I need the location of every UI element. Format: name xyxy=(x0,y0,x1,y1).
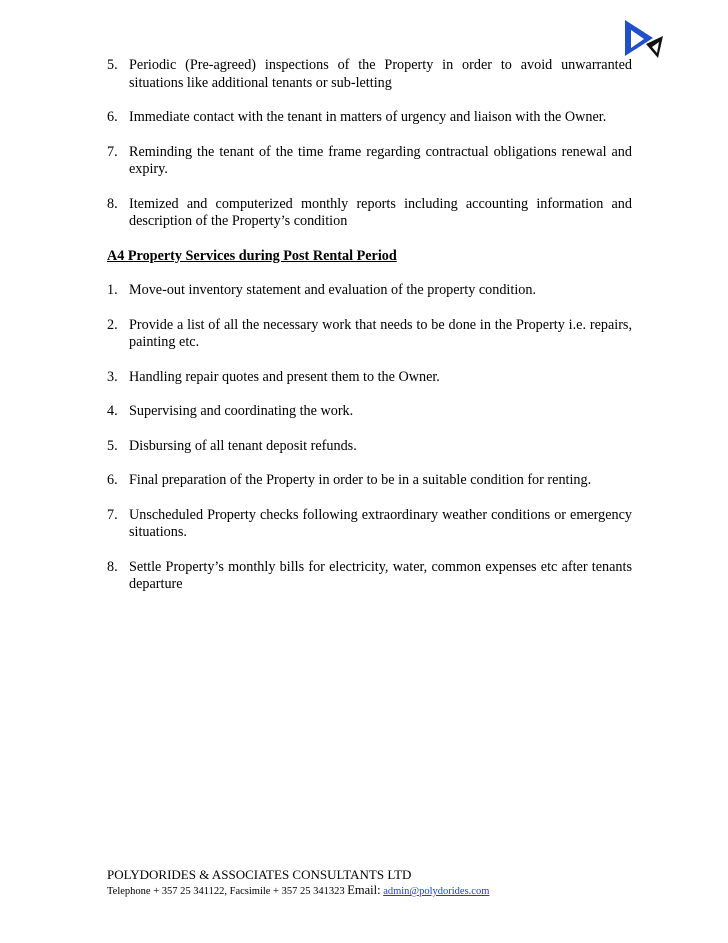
list-item xyxy=(107,559,632,594)
list-number: 8. xyxy=(107,558,118,575)
list-item xyxy=(107,438,632,456)
footer-email-label: Email: xyxy=(347,883,381,897)
list-item xyxy=(107,57,632,92)
company-logo xyxy=(622,18,666,60)
list-text: Provide a list of all the necessary work that needs to be done in the Property i.e. repairs, painting etc. xyxy=(129,316,632,350)
list-number: 3. xyxy=(107,368,118,385)
list-number: 6. xyxy=(107,472,118,488)
section-heading-a4: A4 Property Services during Post Rental Period xyxy=(107,247,397,264)
list-item xyxy=(107,317,632,352)
list-number: 5. xyxy=(107,57,118,73)
list-text: Periodic (Pre-agreed) inspections of the Property in order to avoid unwarranted situations like additional tenants or sub-letting xyxy=(129,57,632,91)
list-number: 1. xyxy=(107,282,118,298)
list-text: Itemized and computerized monthly reports including accounting information and description of the Property’s condition xyxy=(129,195,632,229)
footer-email-link[interactable]: admin@polydorides.com xyxy=(383,886,490,897)
list-item xyxy=(107,196,632,231)
list-item xyxy=(107,144,632,179)
list-item xyxy=(107,472,632,490)
list-number: 5. xyxy=(107,437,118,454)
list-number: 6. xyxy=(107,109,118,125)
footer-phone-fax: Telephone + 357 25 341122, Facsimile + 357 25 341323 xyxy=(107,886,345,897)
list-text: Immediate contact with the tenant in matters of urgency and liaison with the Owner. xyxy=(129,109,607,125)
list-number: 8. xyxy=(107,195,118,212)
list-item xyxy=(107,403,632,421)
list-number: 7. xyxy=(107,506,118,523)
list-text: Settle Property’s monthly bills for electricity, water, common expenses etc after tenants departure xyxy=(129,558,632,592)
list-text: Move-out inventory statement and evaluation of the property condition. xyxy=(129,282,536,298)
list-number: 7. xyxy=(107,143,118,160)
list-text: Disbursing of all tenant deposit refunds. xyxy=(129,437,357,454)
list-text: Supervising and coordinating the work. xyxy=(129,403,354,419)
list-text: Unscheduled Property checks following extraordinary weather conditions or emergency situations. xyxy=(129,506,632,540)
footer-company-name: POLYDORIDES & ASSOCIATES CONSULTANTS LTD xyxy=(107,867,412,882)
footer-contact-line xyxy=(107,883,667,899)
document-body xyxy=(107,57,632,594)
list-item xyxy=(107,507,632,542)
list-text: Final preparation of the Property in order to be in a suitable condition for renting. xyxy=(129,472,592,488)
list-item xyxy=(107,282,632,300)
page-footer xyxy=(107,867,667,899)
list-item xyxy=(107,369,632,387)
list-number: 4. xyxy=(107,403,118,419)
list-item xyxy=(107,109,632,127)
list-number: 2. xyxy=(107,316,118,333)
list-text: Reminding the tenant of the time frame regarding contractual obligations renewal and expiry. xyxy=(129,143,632,177)
list-text: Handling repair quotes and present them to the Owner. xyxy=(129,368,440,385)
